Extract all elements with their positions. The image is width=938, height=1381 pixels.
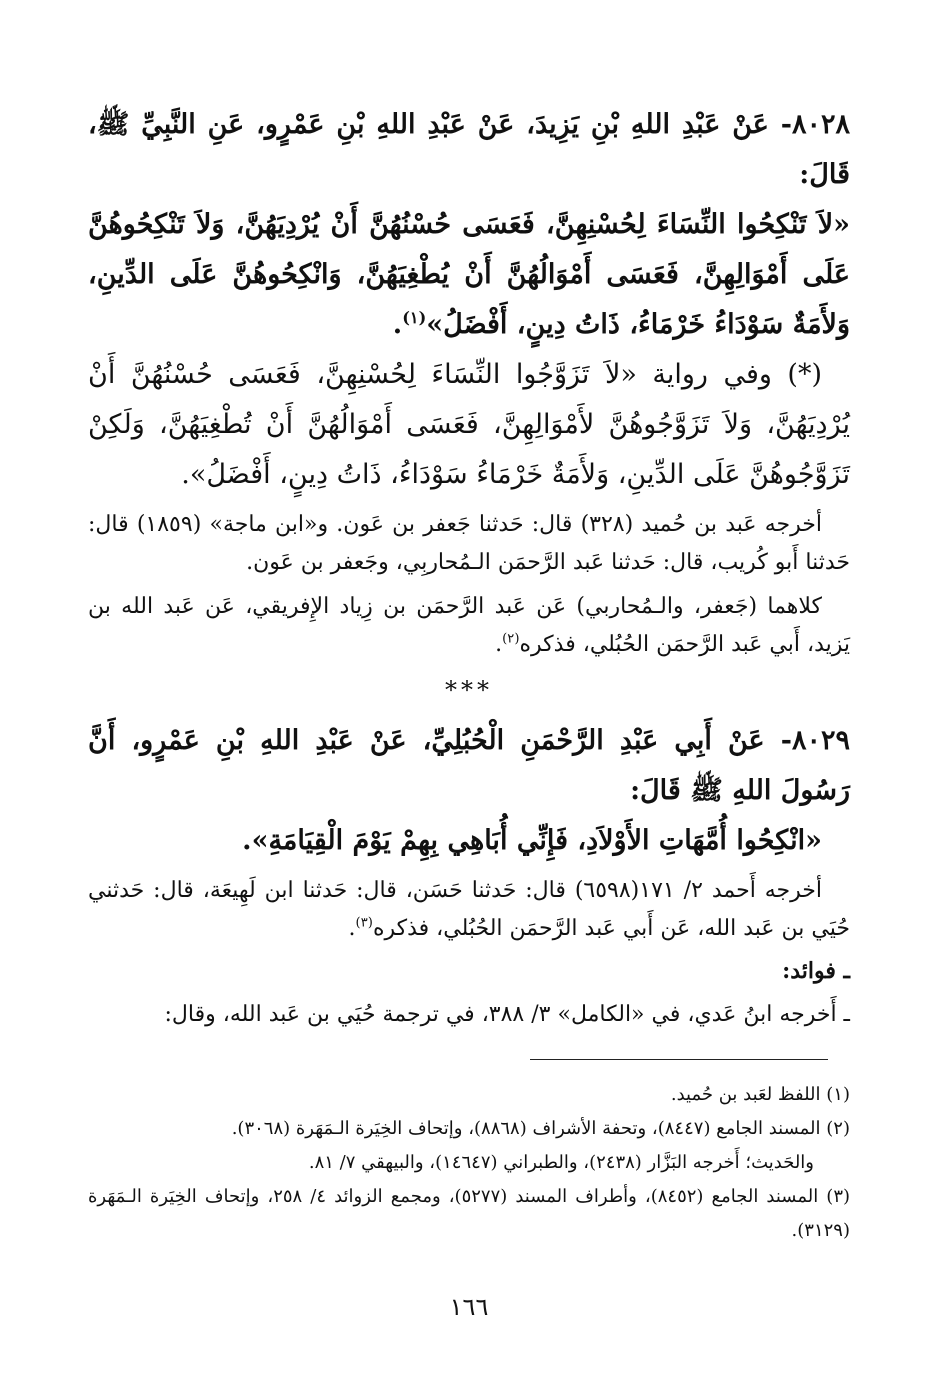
- main-text: [88, 100, 850, 1034]
- footnote-2-continuation: والحَديث؛ أَخرجه البَزَّار (٢٤٣٨)، والطبراني (١٤٦٤٧)، والبيهقي ٧/ ٨١.: [308, 1152, 814, 1173]
- fawaid-text: ـ أَخرجه ابنُ عَدي، في «الكامل» ٣/ ٣٨٨، في ترجمة حُيَي بن عَبد الله، وقال:: [164, 1002, 850, 1027]
- takhrij-8028-b: كلاهما (جَعفر، والـمُحاربي) عَن عَبد الرَّحمَن بن زِياد الإِفريقي، عَن عَبد الله بن يَزيد، أَبي عَبد الرَّحمَن الحُبُلي، فذكره$^{(٢)}$.: [88, 594, 850, 657]
- section-separator: ***: [445, 676, 493, 704]
- takhrij-text: أخرجه أَحمد ٢/ ١٧١(٦٥٩٨) قال: حَدثنا حَسَن، قال: حَدثنا ابن لَهِيعَة، قال: حَدثني حُيَي بن عَبد الله، عَن أَبي عَبد الرَّحمَن الحُبُلي، فذكره: [88, 878, 850, 941]
- takhrij-8028-a: أخرجه عَبد بن حُميد (٣٢٨) قال: حَدثنا جَعفر بن عَون. و«ابن ماجة» (١٨٥٩) قال: حَدثنا أَبو كُريب، قال: حَدثنا عَبد الرَّحمَن الـمُحاربِي، وجَعفر بن عَون.: [88, 512, 850, 575]
- hadith-8029-matn: «انْكِحُوا أُمَّهَاتِ الأَوْلاَدِ، فَإِنِّي أُبَاهِي بِهِمْ يَوْمَ الْقِيَامَةِ».: [242, 825, 822, 856]
- footnote-divider: [530, 1059, 828, 1060]
- hadith-number: ٨٠٢٩: [792, 725, 851, 756]
- footnote-1: (١) اللفظ لعَبد بن حُميد.: [670, 1084, 850, 1105]
- footnote-ref: (٣): [355, 915, 373, 931]
- footnotes: [88, 1078, 850, 1248]
- page-number: ١٦٦: [449, 1293, 489, 1321]
- hadith-8028-matn: «لاَ تَنْكِحُوا النِّسَاءَ لِحُسْنِهِنَّ، فَعَسَى حُسْنُهُنَّ أَنْ يُرْدِيَهُنَّ، وَلاَ تَنْكِحُوهُنَّ عَلَى أَمْوَالِهِنَّ، فَعَسَى أَمْوَالُهُنَّ أَنْ يُطْغِيَهُنَّ، وَانْكِحُوهُنَّ عَلَى الدِّينِ، وَلأَمَةٌ سَوْدَاءُ خَرْمَاءُ، ذَاتُ دِينٍ، أَفْضَلُ»$^{(١)}$.: [88, 209, 850, 340]
- hadith-8029-isnad: ٨٠٢٩- عَنْ أَبِي عَبْدِ الرَّحْمَنِ الْحُبُلِيِّ، عَنْ عَبْدِ اللهِ بْنِ عَمْرٍو، أَنَّ رَسُولَ اللهِ ﷺ قَالَ:: [88, 725, 851, 806]
- takhrij-text: كلاهما (جَعفر، والـمُحاربي) عَن عَبد الرَّحمَن بن زِياد الإِفريقي، عَن عَبد الله بن يَزيد، أَبي عَبد الرَّحمَن الحُبُلي، فذكره: [88, 594, 850, 657]
- hadith-8028-isnad: ٨٠٢٨- عَنْ عَبْدِ اللهِ بْنِ يَزِيدَ، عَنْ عَبْدِ اللهِ بْنِ عَمْرٍو، عَنِ النَّبِيِّ ﷺ، قَالَ:: [88, 109, 850, 190]
- footnote-2: (٢) المسند الجامع (٨٤٤٧)، وتحفة الأشراف (٨٨٦٨)، وإتحاف الخِيَرة الـمَهَرة (٣٠٦٨).: [231, 1118, 850, 1139]
- takhrij-8029: أخرجه أَحمد ٢/ ١٧١(٦٥٩٨) قال: حَدثنا حَسَن، قال: حَدثنا ابن لَهِيعَة، قال: حَدثني حُيَي بن عَبد الله، عَن أَبي عَبد الرَّحمَن الحُبُلي، فذكره$^{(٣)}$.: [88, 878, 850, 941]
- fawaid-heading: ـ فوائد:: [782, 958, 850, 984]
- matn-text: «لاَ تَنْكِحُوا النِّسَاءَ لِحُسْنِهِنَّ، فَعَسَى حُسْنُهُنَّ أَنْ يُرْدِيَهُنَّ، وَلاَ تَنْكِحُوهُنَّ عَلَى أَمْوَالِهِنَّ، فَعَسَى أَمْوَالُهُنَّ أَنْ يُطْغِيَهُنَّ، وَانْكِحُوهُنَّ عَلَى الدِّينِ، وَلأَمَةٌ سَوْدَاءُ خَرْمَاءُ، ذَاتُ دِينٍ، أَفْضَلُ»: [88, 209, 850, 340]
- riwaya-paragraph: (*) وفي رواية «لاَ تَزَوَّجُوا النِّسَاءَ لِحُسْنِهِنَّ، فَعَسَى حُسْنُهُنَّ أَنْ يُرْدِيَهُنَّ، وَلاَ تَزَوَّجُوهُنَّ لأَمْوَالِهِنَّ، فَعَسَى أَمْوَالُهُنَّ أَنْ تُطْغِيَهُنَّ، وَلَكِنْ تَزَوَّجُوهُنَّ عَلَى الدِّينِ، وَلأَمَةٌ خَرْمَاءُ سَوْدَاءُ، ذَاتُ دِينٍ، أَفْضَلُ».: [88, 359, 850, 490]
- isnad-text: عَنْ عَبْدِ اللهِ بْنِ يَزِيدَ، عَنْ عَبْدِ اللهِ بْنِ عَمْرٍو، عَنِ النَّبِيِّ ﷺ، قَالَ:: [88, 109, 850, 190]
- footnote-ref: (١): [402, 308, 427, 327]
- hadith-number: ٨٠٢٨: [791, 109, 850, 140]
- footnote-3: (٣) المسند الجامع (٨٤٥٢)، وأطراف المسند (٥٢٧٧)، ومجمع الزوائد ٤/ ٢٥٨، وإتحاف الخِيَرة الـمَهَرة (٣١٢٩).: [88, 1186, 851, 1241]
- footnote-ref: (٢): [502, 631, 520, 647]
- isnad-text: عَنْ أَبِي عَبْدِ الرَّحْمَنِ الْحُبُلِيِّ، عَنْ عَبْدِ اللهِ بْنِ عَمْرٍو، أَنَّ رَسُولَ اللهِ ﷺ قَالَ:: [88, 725, 850, 806]
